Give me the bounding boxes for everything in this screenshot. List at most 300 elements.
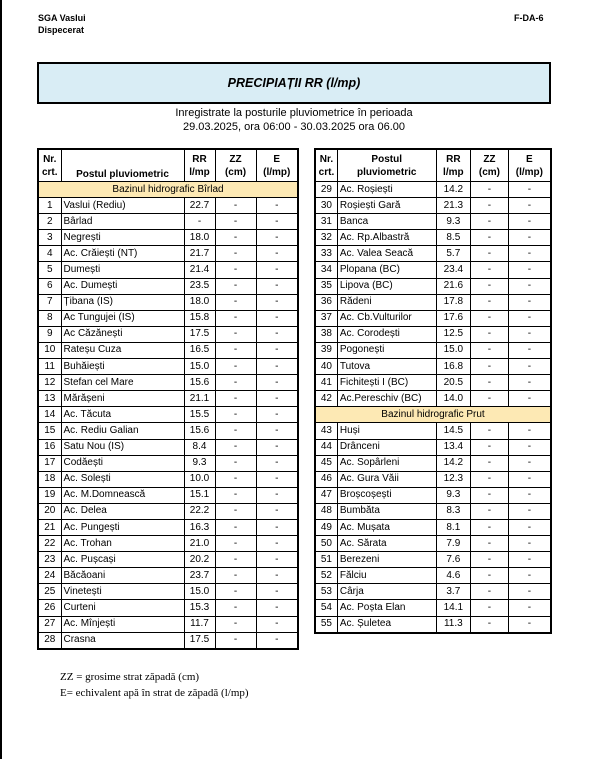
table-row (315, 616, 551, 633)
table-row (38, 407, 298, 423)
e-value: - (256, 375, 298, 391)
zz-value: - (215, 375, 256, 391)
col-post: Postul pluviometric (61, 149, 184, 182)
zz-value: - (471, 455, 509, 471)
row-number: 17 (38, 455, 61, 471)
e-value: - (508, 294, 551, 310)
rr-value: 22.2 (184, 503, 215, 519)
rr-value: 21.7 (184, 246, 215, 262)
table-row (38, 552, 298, 568)
zz-value: - (215, 568, 256, 584)
station-name: Ac. Trohan (61, 536, 184, 552)
row-number: 55 (315, 616, 337, 633)
table-row (38, 359, 298, 375)
table-row (315, 600, 551, 616)
table-row (315, 536, 551, 552)
rr-value: 3.7 (436, 584, 471, 600)
e-value: - (256, 455, 298, 471)
table-row (38, 391, 298, 407)
station-name: Ac. Delea (61, 503, 184, 519)
e-value: - (508, 439, 551, 455)
e-value: - (508, 600, 551, 616)
station-name: Fălciu (337, 568, 436, 584)
table-row (315, 471, 551, 487)
row-number: 12 (38, 375, 61, 391)
zz-value: - (471, 568, 509, 584)
e-value: - (508, 182, 551, 198)
rr-value: 21.1 (184, 391, 215, 407)
table-row (38, 471, 298, 487)
rr-value: 21.4 (184, 262, 215, 278)
table-row (315, 568, 551, 584)
station-name: Broșcoșești (337, 487, 436, 503)
station-name: Banca (337, 214, 436, 230)
table-row (315, 503, 551, 519)
rr-value: 11.7 (184, 616, 215, 632)
zz-value: - (471, 487, 509, 503)
table-row (38, 439, 298, 455)
table-row (315, 214, 551, 230)
table-row (315, 246, 551, 262)
station-name: Ac. Șuletea (337, 616, 436, 633)
rr-value: 21.6 (436, 278, 471, 294)
rr-value: 15.0 (436, 342, 471, 358)
row-number: 38 (315, 326, 337, 342)
row-number: 25 (38, 584, 61, 600)
row-number: 39 (315, 342, 337, 358)
e-value: - (508, 519, 551, 535)
table-row (38, 375, 298, 391)
row-number: 35 (315, 278, 337, 294)
zz-value: - (471, 616, 509, 633)
col-zz: ZZ (cm) (471, 149, 509, 182)
zz-value: - (215, 600, 256, 616)
row-number: 23 (38, 552, 61, 568)
col-e: E (l/mp) (508, 149, 551, 182)
table-row (315, 423, 551, 439)
station-name: Bârlad (61, 214, 184, 230)
row-number: 44 (315, 439, 337, 455)
zz-value: - (215, 278, 256, 294)
rr-value: 23.4 (436, 262, 471, 278)
table-row (38, 536, 298, 552)
e-value: - (256, 600, 298, 616)
station-name: Buhăiești (61, 359, 184, 375)
e-value: - (508, 375, 551, 391)
e-value: - (256, 198, 298, 214)
rr-value: 12.3 (436, 471, 471, 487)
table-row (315, 278, 551, 294)
station-name: Plopana (BC) (337, 262, 436, 278)
table-row (38, 519, 298, 535)
row-number: 18 (38, 471, 61, 487)
rr-value: 14.2 (436, 182, 471, 198)
row-number: 27 (38, 616, 61, 632)
rr-value: 8.4 (184, 439, 215, 455)
station-name: Lipova (BC) (337, 278, 436, 294)
zz-value: - (471, 182, 509, 198)
e-value: - (508, 455, 551, 471)
table-row (38, 262, 298, 278)
zz-value: - (215, 214, 256, 230)
table-row (38, 198, 298, 214)
row-number: 48 (315, 503, 337, 519)
table-header (38, 149, 298, 182)
e-value: - (256, 407, 298, 423)
rr-value: 4.6 (436, 568, 471, 584)
station-name: Bumbăta (337, 503, 436, 519)
basin-row (315, 407, 551, 423)
table-header (315, 149, 551, 182)
rr-value: 5.7 (436, 246, 471, 262)
station-name: Pogonești (337, 342, 436, 358)
rr-value: 18.0 (184, 230, 215, 246)
e-value: - (508, 326, 551, 342)
left-precip-table (37, 148, 299, 650)
e-value: - (256, 230, 298, 246)
zz-value: - (215, 262, 256, 278)
subtitle-line2: 29.03.2025, ora 06:00 - 30.03.2025 ora 06.00 (182, 121, 405, 133)
e-value: - (256, 439, 298, 455)
station-name: Ac. Sopârleni (337, 455, 436, 471)
e-value: - (508, 552, 551, 568)
station-name: Ac. Gura Văii (337, 471, 436, 487)
zz-value: - (471, 294, 509, 310)
table-row (38, 568, 298, 584)
rr-value: 21.3 (436, 198, 471, 214)
station-name: Ac. Crăiești (NT) (61, 246, 184, 262)
row-number: 47 (315, 487, 337, 503)
row-number: 42 (315, 391, 337, 407)
station-name: Ac. Valea Seacă (337, 246, 436, 262)
e-value: - (508, 536, 551, 552)
zz-value: - (471, 375, 509, 391)
row-number: 9 (38, 326, 61, 342)
table-row (38, 600, 298, 616)
table-row (315, 519, 551, 535)
e-value: - (508, 471, 551, 487)
station-name: Stefan cel Mare (61, 375, 184, 391)
rr-value: 15.6 (184, 375, 215, 391)
table-row (315, 439, 551, 455)
row-number: 36 (315, 294, 337, 310)
station-name: Ac.Pereschiv (BC) (337, 391, 436, 407)
station-name: Cârja (337, 584, 436, 600)
table-row (315, 375, 551, 391)
rr-value: 9.3 (184, 455, 215, 471)
station-name: Ac. Rp.Albastră (337, 230, 436, 246)
table-row (315, 310, 551, 326)
station-name: Ac. Sărata (337, 536, 436, 552)
zz-value: - (215, 503, 256, 519)
table-row (315, 342, 551, 358)
station-name: Berezeni (337, 552, 436, 568)
table-row (315, 294, 551, 310)
station-name: Rădeni (337, 294, 436, 310)
row-number: 4 (38, 246, 61, 262)
row-number: 11 (38, 359, 61, 375)
table-row (38, 246, 298, 262)
row-number: 6 (38, 278, 61, 294)
zz-value: - (215, 310, 256, 326)
rr-value: 14.5 (436, 423, 471, 439)
e-value: - (256, 584, 298, 600)
station-name: Ac. Pușcași (61, 552, 184, 568)
col-rr: RR l/mp (436, 149, 471, 182)
table-row (38, 487, 298, 503)
zz-value: - (471, 262, 509, 278)
zz-value: - (215, 407, 256, 423)
rr-value: 22.7 (184, 198, 215, 214)
page-title: PRECIPIAȚII RR (l/mp) (37, 62, 551, 104)
e-value: - (256, 552, 298, 568)
zz-value: - (215, 230, 256, 246)
station-name: Ac. Corodești (337, 326, 436, 342)
station-name: Țibana (IS) (61, 294, 184, 310)
zz-value: - (471, 359, 509, 375)
zz-value: - (215, 471, 256, 487)
row-number: 22 (38, 536, 61, 552)
table-row (315, 198, 551, 214)
rr-value: 17.5 (184, 632, 215, 649)
row-number: 49 (315, 519, 337, 535)
row-number: 40 (315, 359, 337, 375)
row-number: 20 (38, 503, 61, 519)
station-name: Curteni (61, 600, 184, 616)
rr-value: 15.1 (184, 487, 215, 503)
row-number: 3 (38, 230, 61, 246)
station-name: Dumești (61, 262, 184, 278)
row-number: 26 (38, 600, 61, 616)
e-value: - (508, 391, 551, 407)
basin-row (38, 182, 298, 198)
row-number: 7 (38, 294, 61, 310)
rr-value: 8.1 (436, 519, 471, 535)
row-number: 53 (315, 584, 337, 600)
row-number: 31 (315, 214, 337, 230)
e-value: - (508, 616, 551, 633)
e-value: - (508, 214, 551, 230)
row-number: 21 (38, 519, 61, 535)
station-name: Ac. Cb.Vulturilor (337, 310, 436, 326)
station-name: Codăești (61, 455, 184, 471)
row-number: 5 (38, 262, 61, 278)
station-name: Ac. Mînjești (61, 616, 184, 632)
zz-value: - (471, 391, 509, 407)
e-value: - (256, 519, 298, 535)
row-number: 51 (315, 552, 337, 568)
rr-value: 8.5 (436, 230, 471, 246)
station-name: Satu Nou (IS) (61, 439, 184, 455)
table-row (315, 182, 551, 198)
e-value: - (508, 278, 551, 294)
e-value: - (256, 423, 298, 439)
e-value: - (256, 326, 298, 342)
zz-value: - (471, 439, 509, 455)
rr-value: 9.3 (436, 487, 471, 503)
table-row (38, 455, 298, 471)
e-value: - (508, 584, 551, 600)
e-value: - (256, 632, 298, 649)
e-value: - (508, 423, 551, 439)
rr-value: 15.6 (184, 423, 215, 439)
row-number: 52 (315, 568, 337, 584)
rr-value: 14.0 (436, 391, 471, 407)
rr-value: 20.2 (184, 552, 215, 568)
e-value: - (508, 342, 551, 358)
zz-value: - (471, 246, 509, 262)
table-row (38, 584, 298, 600)
rr-value: 17.8 (436, 294, 471, 310)
rr-value: 17.6 (436, 310, 471, 326)
zz-value: - (215, 391, 256, 407)
station-name: Ac. Roșiești (337, 182, 436, 198)
e-value: - (256, 536, 298, 552)
station-name: Negrești (61, 230, 184, 246)
e-value: - (256, 359, 298, 375)
e-value: - (256, 214, 298, 230)
station-name: Vinetești (61, 584, 184, 600)
rr-value: 13.4 (436, 439, 471, 455)
e-value: - (256, 310, 298, 326)
e-value: - (256, 568, 298, 584)
zz-value: - (471, 423, 509, 439)
e-value: - (508, 487, 551, 503)
zz-value: - (215, 616, 256, 632)
station-name: Ac. Solești (61, 471, 184, 487)
zz-value: - (215, 519, 256, 535)
row-number: 54 (315, 600, 337, 616)
rr-value: 14.1 (436, 600, 471, 616)
station-name: Drânceni (337, 439, 436, 455)
e-value: - (256, 471, 298, 487)
basin-label: Bazinul hidrografic Bîrlad (38, 182, 298, 198)
table-row (38, 294, 298, 310)
e-value: - (508, 230, 551, 246)
row-number: 50 (315, 536, 337, 552)
station-name: Ac. Mușata (337, 519, 436, 535)
station-name: Ac. M.Domnească (61, 487, 184, 503)
e-value: - (508, 262, 551, 278)
subtitle-line1: Inregistrate la posturile pluviometrice în perioada (175, 107, 413, 119)
e-value: - (256, 391, 298, 407)
table-row (38, 310, 298, 326)
rr-value: 15.8 (184, 310, 215, 326)
station-name: Băcăoani (61, 568, 184, 584)
row-number: 2 (38, 214, 61, 230)
e-value: - (508, 503, 551, 519)
zz-value: - (471, 326, 509, 342)
rr-value: 14.2 (436, 455, 471, 471)
rr-value: 16.5 (184, 342, 215, 358)
e-value: - (256, 616, 298, 632)
station-name: Roșiești Gară (337, 198, 436, 214)
e-value: - (256, 503, 298, 519)
station-name: Rateșu Cuza (61, 342, 184, 358)
zz-value: - (471, 600, 509, 616)
table-row (315, 487, 551, 503)
table-row (315, 230, 551, 246)
rr-value: 18.0 (184, 294, 215, 310)
footnote-zz: ZZ = grosime strat zăpadă (cm) (60, 671, 200, 683)
zz-value: - (215, 455, 256, 471)
right-precip-table (314, 148, 552, 634)
rr-value: 12.5 (436, 326, 471, 342)
e-value: - (256, 262, 298, 278)
station-name: Mărășeni (61, 391, 184, 407)
rr-value: 10.0 (184, 471, 215, 487)
station-name: Ac Căzănești (61, 326, 184, 342)
station-name: Ac Tungujei (IS) (61, 310, 184, 326)
station-name: Huși (337, 423, 436, 439)
station-name: Ac. Rediu Galian (61, 423, 184, 439)
zz-value: - (471, 519, 509, 535)
row-number: 34 (315, 262, 337, 278)
zz-value: - (471, 230, 509, 246)
row-number: 24 (38, 568, 61, 584)
rr-value: 15.0 (184, 584, 215, 600)
row-number: 46 (315, 471, 337, 487)
rr-value: 9.3 (436, 214, 471, 230)
row-number: 43 (315, 423, 337, 439)
zz-value: - (471, 214, 509, 230)
station-name: Ac. Poșta Elan (337, 600, 436, 616)
station-name: Crasna (61, 632, 184, 649)
zz-value: - (215, 423, 256, 439)
station-name: Fichitești I (BC) (337, 375, 436, 391)
e-value: - (256, 246, 298, 262)
zz-value: - (215, 198, 256, 214)
zz-value: - (215, 536, 256, 552)
zz-value: - (215, 246, 256, 262)
zz-value: - (471, 536, 509, 552)
table-row (38, 616, 298, 632)
zz-value: - (471, 198, 509, 214)
station-name: Ac. Dumești (61, 278, 184, 294)
rr-value: 15.3 (184, 600, 215, 616)
col-post: Postul pluviometric (337, 149, 436, 182)
e-value: - (256, 342, 298, 358)
rr-value: 15.5 (184, 407, 215, 423)
zz-value: - (215, 632, 256, 649)
row-number: 32 (315, 230, 337, 246)
station-name: Tutova (337, 359, 436, 375)
footnote-e: E= echivalent apă în strat de zăpadă (l/mp) (60, 687, 249, 699)
rr-value: 17.5 (184, 326, 215, 342)
zz-value: - (215, 584, 256, 600)
rr-value: 15.0 (184, 359, 215, 375)
rr-value: 7.9 (436, 536, 471, 552)
zz-value: - (215, 294, 256, 310)
col-e: E (l/mp) (256, 149, 298, 182)
zz-value: - (471, 503, 509, 519)
col-rr: RR l/mp (184, 149, 215, 182)
e-value: - (508, 198, 551, 214)
e-value: - (508, 359, 551, 375)
rr-value: 7.6 (436, 552, 471, 568)
zz-value: - (215, 342, 256, 358)
col-zz: ZZ (cm) (215, 149, 256, 182)
row-number: 19 (38, 487, 61, 503)
row-number: 37 (315, 310, 337, 326)
row-number: 15 (38, 423, 61, 439)
zz-value: - (471, 278, 509, 294)
zz-value: - (471, 471, 509, 487)
row-number: 28 (38, 632, 61, 649)
rr-value: 21.0 (184, 536, 215, 552)
station-name: Ac. Tăcuta (61, 407, 184, 423)
row-number: 16 (38, 439, 61, 455)
